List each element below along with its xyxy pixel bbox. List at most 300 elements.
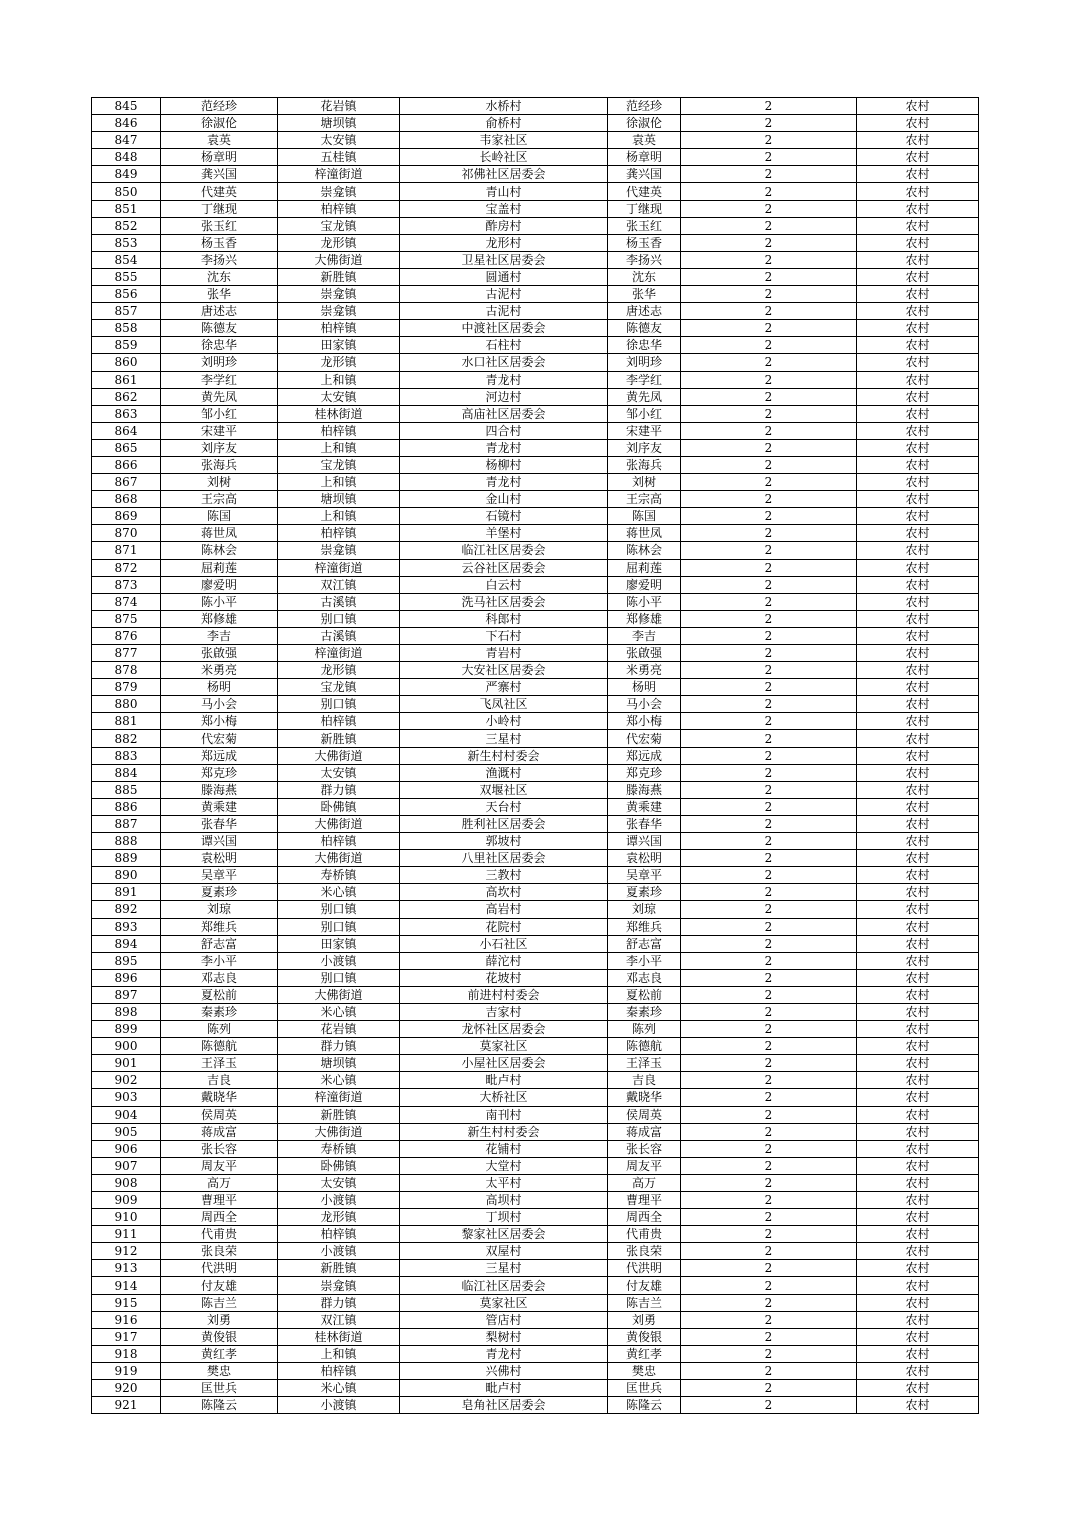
category-cell: 农村 bbox=[857, 1380, 979, 1397]
count-cell: 2 bbox=[681, 98, 857, 115]
table-row bbox=[92, 115, 979, 132]
representative-cell: 刘树 bbox=[608, 474, 681, 491]
serial-number-cell: 909 bbox=[92, 1192, 161, 1209]
serial-number-cell: 917 bbox=[92, 1328, 161, 1345]
serial-number-cell: 864 bbox=[92, 422, 161, 439]
serial-number-cell: 902 bbox=[92, 1072, 161, 1089]
table-row bbox=[92, 251, 979, 268]
serial-number-cell: 873 bbox=[92, 576, 161, 593]
category-cell: 农村 bbox=[857, 132, 979, 149]
village-cell: 丁坝村 bbox=[400, 1209, 608, 1226]
town-cell: 宝龙镇 bbox=[278, 679, 400, 696]
representative-cell: 张啟强 bbox=[608, 645, 681, 662]
table-row bbox=[92, 781, 979, 798]
village-cell: 吉家村 bbox=[400, 1003, 608, 1020]
table-row bbox=[92, 764, 979, 781]
village-cell: 双屋村 bbox=[400, 1243, 608, 1260]
name-cell: 付友雄 bbox=[161, 1277, 278, 1294]
table-row bbox=[92, 1277, 979, 1294]
count-cell: 2 bbox=[681, 952, 857, 969]
name-cell: 陈德友 bbox=[161, 320, 278, 337]
count-cell: 2 bbox=[681, 610, 857, 627]
serial-number-cell: 846 bbox=[92, 115, 161, 132]
town-cell: 龙形镇 bbox=[278, 1209, 400, 1226]
name-cell: 李学红 bbox=[161, 371, 278, 388]
town-cell: 小渡镇 bbox=[278, 1397, 400, 1414]
town-cell: 柏梓镇 bbox=[278, 1362, 400, 1379]
town-cell: 群力镇 bbox=[278, 1294, 400, 1311]
town-cell: 龙形镇 bbox=[278, 662, 400, 679]
count-cell: 2 bbox=[681, 217, 857, 234]
village-cell: 白云村 bbox=[400, 576, 608, 593]
count-cell: 2 bbox=[681, 1277, 857, 1294]
name-cell: 袁英 bbox=[161, 132, 278, 149]
category-cell: 农村 bbox=[857, 405, 979, 422]
name-cell: 徐淑伦 bbox=[161, 115, 278, 132]
count-cell: 2 bbox=[681, 696, 857, 713]
count-cell: 2 bbox=[681, 1397, 857, 1414]
category-cell: 农村 bbox=[857, 388, 979, 405]
representative-cell: 匡世兵 bbox=[608, 1380, 681, 1397]
count-cell: 2 bbox=[681, 1294, 857, 1311]
name-cell: 陈德航 bbox=[161, 1038, 278, 1055]
serial-number-cell: 855 bbox=[92, 268, 161, 285]
table-row bbox=[92, 371, 979, 388]
village-cell: 青岩村 bbox=[400, 645, 608, 662]
category-cell: 农村 bbox=[857, 1157, 979, 1174]
count-cell: 2 bbox=[681, 1380, 857, 1397]
town-cell: 柏梓镇 bbox=[278, 422, 400, 439]
town-cell: 宝龙镇 bbox=[278, 456, 400, 473]
village-cell: 兴佛村 bbox=[400, 1362, 608, 1379]
category-cell: 农村 bbox=[857, 747, 979, 764]
town-cell: 大佛街道 bbox=[278, 815, 400, 832]
table-row bbox=[92, 1311, 979, 1328]
name-cell: 徐忠华 bbox=[161, 337, 278, 354]
count-cell: 2 bbox=[681, 474, 857, 491]
representative-cell: 陈国 bbox=[608, 508, 681, 525]
count-cell: 2 bbox=[681, 200, 857, 217]
serial-number-cell: 879 bbox=[92, 679, 161, 696]
category-cell: 农村 bbox=[857, 1277, 979, 1294]
table-row bbox=[92, 1072, 979, 1089]
category-cell: 农村 bbox=[857, 354, 979, 371]
village-cell: 石镜村 bbox=[400, 508, 608, 525]
representative-cell: 李吉 bbox=[608, 627, 681, 644]
town-cell: 崇龛镇 bbox=[278, 303, 400, 320]
serial-number-cell: 881 bbox=[92, 713, 161, 730]
village-cell: 中渡社区居委会 bbox=[400, 320, 608, 337]
table-row bbox=[92, 405, 979, 422]
table-row bbox=[92, 1003, 979, 1020]
village-cell: 莫家社区 bbox=[400, 1038, 608, 1055]
representative-cell: 唐述志 bbox=[608, 303, 681, 320]
name-cell: 高万 bbox=[161, 1174, 278, 1191]
town-cell: 新胜镇 bbox=[278, 730, 400, 747]
category-cell: 农村 bbox=[857, 679, 979, 696]
village-cell: 水口社区居委会 bbox=[400, 354, 608, 371]
village-cell: 小屋社区居委会 bbox=[400, 1055, 608, 1072]
category-cell: 农村 bbox=[857, 320, 979, 337]
town-cell: 塘坝镇 bbox=[278, 115, 400, 132]
category-cell: 农村 bbox=[857, 986, 979, 1003]
table-row bbox=[92, 286, 979, 303]
table-row bbox=[92, 986, 979, 1003]
table-row bbox=[92, 662, 979, 679]
name-cell: 滕海燕 bbox=[161, 781, 278, 798]
serial-number-cell: 854 bbox=[92, 251, 161, 268]
representative-cell: 郑修雄 bbox=[608, 610, 681, 627]
name-cell: 张华 bbox=[161, 286, 278, 303]
serial-number-cell: 870 bbox=[92, 525, 161, 542]
representative-cell: 邓志良 bbox=[608, 969, 681, 986]
table-row bbox=[92, 422, 979, 439]
village-cell: 小石社区 bbox=[400, 935, 608, 952]
serial-number-cell: 871 bbox=[92, 542, 161, 559]
name-cell: 陈隆云 bbox=[161, 1397, 278, 1414]
count-cell: 2 bbox=[681, 1072, 857, 1089]
town-cell: 柏梓镇 bbox=[278, 200, 400, 217]
representative-cell: 谭兴国 bbox=[608, 833, 681, 850]
name-cell: 樊忠 bbox=[161, 1362, 278, 1379]
serial-number-cell: 878 bbox=[92, 662, 161, 679]
category-cell: 农村 bbox=[857, 234, 979, 251]
town-cell: 太安镇 bbox=[278, 1174, 400, 1191]
category-cell: 农村 bbox=[857, 286, 979, 303]
count-cell: 2 bbox=[681, 405, 857, 422]
serial-number-cell: 897 bbox=[92, 986, 161, 1003]
table-row bbox=[92, 149, 979, 166]
category-cell: 农村 bbox=[857, 696, 979, 713]
town-cell: 大佛街道 bbox=[278, 1123, 400, 1140]
town-cell: 柏梓镇 bbox=[278, 320, 400, 337]
table-row bbox=[92, 918, 979, 935]
representative-cell: 蒋成富 bbox=[608, 1123, 681, 1140]
category-cell: 农村 bbox=[857, 149, 979, 166]
representative-cell: 郑远成 bbox=[608, 747, 681, 764]
representative-cell: 陈吉兰 bbox=[608, 1294, 681, 1311]
representative-cell: 刘琼 bbox=[608, 901, 681, 918]
count-cell: 2 bbox=[681, 969, 857, 986]
town-cell: 田家镇 bbox=[278, 935, 400, 952]
count-cell: 2 bbox=[681, 491, 857, 508]
representative-cell: 袁松明 bbox=[608, 850, 681, 867]
table-row bbox=[92, 1123, 979, 1140]
village-cell: 青龙村 bbox=[400, 371, 608, 388]
village-cell: 云谷社区居委会 bbox=[400, 559, 608, 576]
category-cell: 农村 bbox=[857, 764, 979, 781]
count-cell: 2 bbox=[681, 986, 857, 1003]
count-cell: 2 bbox=[681, 1174, 857, 1191]
table-row bbox=[92, 901, 979, 918]
town-cell: 大佛街道 bbox=[278, 986, 400, 1003]
table-row bbox=[92, 1089, 979, 1106]
category-cell: 农村 bbox=[857, 1209, 979, 1226]
table-row bbox=[92, 576, 979, 593]
count-cell: 2 bbox=[681, 713, 857, 730]
town-cell: 群力镇 bbox=[278, 781, 400, 798]
table-row bbox=[92, 833, 979, 850]
category-cell: 农村 bbox=[857, 1003, 979, 1020]
serial-number-cell: 914 bbox=[92, 1277, 161, 1294]
table-row bbox=[92, 388, 979, 405]
town-cell: 新胜镇 bbox=[278, 1106, 400, 1123]
village-cell: 青山村 bbox=[400, 183, 608, 200]
count-cell: 2 bbox=[681, 388, 857, 405]
representative-cell: 米勇亮 bbox=[608, 662, 681, 679]
name-cell: 蒋世凤 bbox=[161, 525, 278, 542]
category-cell: 农村 bbox=[857, 1397, 979, 1414]
name-cell: 匡世兵 bbox=[161, 1380, 278, 1397]
table-row bbox=[92, 679, 979, 696]
table-row bbox=[92, 1397, 979, 1414]
village-cell: 三教村 bbox=[400, 867, 608, 884]
category-cell: 农村 bbox=[857, 422, 979, 439]
category-cell: 农村 bbox=[857, 200, 979, 217]
serial-number-cell: 868 bbox=[92, 491, 161, 508]
table-row bbox=[92, 1021, 979, 1038]
serial-number-cell: 916 bbox=[92, 1311, 161, 1328]
serial-number-cell: 889 bbox=[92, 850, 161, 867]
category-cell: 农村 bbox=[857, 610, 979, 627]
serial-number-cell: 905 bbox=[92, 1123, 161, 1140]
representative-cell: 付友雄 bbox=[608, 1277, 681, 1294]
representative-cell: 马小会 bbox=[608, 696, 681, 713]
town-cell: 太安镇 bbox=[278, 764, 400, 781]
serial-number-cell: 886 bbox=[92, 798, 161, 815]
name-cell: 黄红孝 bbox=[161, 1345, 278, 1362]
name-cell: 宋建平 bbox=[161, 422, 278, 439]
serial-number-cell: 890 bbox=[92, 867, 161, 884]
village-cell: 皂角社区居委会 bbox=[400, 1397, 608, 1414]
town-cell: 柏梓镇 bbox=[278, 713, 400, 730]
table-row bbox=[92, 183, 979, 200]
village-cell: 洗马社区居委会 bbox=[400, 593, 608, 610]
village-cell: 毗卢村 bbox=[400, 1072, 608, 1089]
count-cell: 2 bbox=[681, 764, 857, 781]
name-cell: 曹理平 bbox=[161, 1192, 278, 1209]
serial-number-cell: 862 bbox=[92, 388, 161, 405]
representative-cell: 陈德友 bbox=[608, 320, 681, 337]
name-cell: 郑修雄 bbox=[161, 610, 278, 627]
serial-number-cell: 907 bbox=[92, 1157, 161, 1174]
name-cell: 张玉红 bbox=[161, 217, 278, 234]
serial-number-cell: 895 bbox=[92, 952, 161, 969]
representative-cell: 代建英 bbox=[608, 183, 681, 200]
village-cell: 古泥村 bbox=[400, 303, 608, 320]
town-cell: 别口镇 bbox=[278, 696, 400, 713]
count-cell: 2 bbox=[681, 439, 857, 456]
category-cell: 农村 bbox=[857, 1021, 979, 1038]
count-cell: 2 bbox=[681, 1003, 857, 1020]
table-row bbox=[92, 1055, 979, 1072]
serial-number-cell: 887 bbox=[92, 815, 161, 832]
representative-cell: 黄红孝 bbox=[608, 1345, 681, 1362]
serial-number-cell: 847 bbox=[92, 132, 161, 149]
table-row bbox=[92, 610, 979, 627]
village-cell: 梨树村 bbox=[400, 1328, 608, 1345]
count-cell: 2 bbox=[681, 559, 857, 576]
village-cell: 金山村 bbox=[400, 491, 608, 508]
village-cell: 卫星社区居委会 bbox=[400, 251, 608, 268]
representative-cell: 周西全 bbox=[608, 1209, 681, 1226]
count-cell: 2 bbox=[681, 867, 857, 884]
name-cell: 蒋成富 bbox=[161, 1123, 278, 1140]
town-cell: 崇龛镇 bbox=[278, 183, 400, 200]
representative-cell: 陈德航 bbox=[608, 1038, 681, 1055]
table-row bbox=[92, 1106, 979, 1123]
name-cell: 丁继现 bbox=[161, 200, 278, 217]
count-cell: 2 bbox=[681, 354, 857, 371]
town-cell: 梓潼街道 bbox=[278, 559, 400, 576]
town-cell: 太安镇 bbox=[278, 388, 400, 405]
representative-cell: 张玉红 bbox=[608, 217, 681, 234]
name-cell: 陈国 bbox=[161, 508, 278, 525]
representative-cell: 陈列 bbox=[608, 1021, 681, 1038]
count-cell: 2 bbox=[681, 132, 857, 149]
count-cell: 2 bbox=[681, 781, 857, 798]
town-cell: 柏梓镇 bbox=[278, 1226, 400, 1243]
table-row bbox=[92, 627, 979, 644]
table-row bbox=[92, 268, 979, 285]
town-cell: 米心镇 bbox=[278, 1072, 400, 1089]
representative-cell: 舒志富 bbox=[608, 935, 681, 952]
count-cell: 2 bbox=[681, 679, 857, 696]
serial-number-cell: 865 bbox=[92, 439, 161, 456]
representative-cell: 曹理平 bbox=[608, 1192, 681, 1209]
table-row bbox=[92, 491, 979, 508]
name-cell: 王泽玉 bbox=[161, 1055, 278, 1072]
town-cell: 双江镇 bbox=[278, 576, 400, 593]
representative-cell: 郑小梅 bbox=[608, 713, 681, 730]
category-cell: 农村 bbox=[857, 1055, 979, 1072]
name-cell: 舒志富 bbox=[161, 935, 278, 952]
village-cell: 祁佛社区居委会 bbox=[400, 166, 608, 183]
count-cell: 2 bbox=[681, 251, 857, 268]
representative-cell: 陈隆云 bbox=[608, 1397, 681, 1414]
village-cell: 石柱村 bbox=[400, 337, 608, 354]
serial-number-cell: 919 bbox=[92, 1362, 161, 1379]
village-cell: 大桥社区 bbox=[400, 1089, 608, 1106]
serial-number-cell: 874 bbox=[92, 593, 161, 610]
village-cell: 长岭社区 bbox=[400, 149, 608, 166]
village-cell: 四合村 bbox=[400, 422, 608, 439]
count-cell: 2 bbox=[681, 234, 857, 251]
town-cell: 宝龙镇 bbox=[278, 217, 400, 234]
table-row bbox=[92, 1140, 979, 1157]
count-cell: 2 bbox=[681, 1328, 857, 1345]
name-cell: 夏素珍 bbox=[161, 884, 278, 901]
serial-number-cell: 894 bbox=[92, 935, 161, 952]
count-cell: 2 bbox=[681, 798, 857, 815]
count-cell: 2 bbox=[681, 286, 857, 303]
village-cell: 新生村村委会 bbox=[400, 1123, 608, 1140]
table-row bbox=[92, 696, 979, 713]
name-cell: 周友平 bbox=[161, 1157, 278, 1174]
table-row bbox=[92, 645, 979, 662]
representative-cell: 杨玉香 bbox=[608, 234, 681, 251]
category-cell: 农村 bbox=[857, 491, 979, 508]
village-cell: 前进村村委会 bbox=[400, 986, 608, 1003]
serial-number-cell: 845 bbox=[92, 98, 161, 115]
name-cell: 刘树 bbox=[161, 474, 278, 491]
category-cell: 农村 bbox=[857, 439, 979, 456]
village-cell: 龙怀社区居委会 bbox=[400, 1021, 608, 1038]
category-cell: 农村 bbox=[857, 1294, 979, 1311]
table-row bbox=[92, 166, 979, 183]
count-cell: 2 bbox=[681, 422, 857, 439]
town-cell: 别口镇 bbox=[278, 969, 400, 986]
table-row bbox=[92, 1226, 979, 1243]
village-cell: 严寨村 bbox=[400, 679, 608, 696]
name-cell: 谭兴国 bbox=[161, 833, 278, 850]
town-cell: 柏梓镇 bbox=[278, 525, 400, 542]
village-cell: 圆通村 bbox=[400, 268, 608, 285]
count-cell: 2 bbox=[681, 1260, 857, 1277]
representative-cell: 吉良 bbox=[608, 1072, 681, 1089]
village-cell: 宝盖村 bbox=[400, 200, 608, 217]
count-cell: 2 bbox=[681, 1089, 857, 1106]
table-row bbox=[92, 98, 979, 115]
name-cell: 张良荣 bbox=[161, 1243, 278, 1260]
count-cell: 2 bbox=[681, 627, 857, 644]
representative-cell: 邹小红 bbox=[608, 405, 681, 422]
serial-number-cell: 911 bbox=[92, 1226, 161, 1243]
table-row bbox=[92, 730, 979, 747]
count-cell: 2 bbox=[681, 935, 857, 952]
village-cell: 高庙社区居委会 bbox=[400, 405, 608, 422]
name-cell: 杨玉香 bbox=[161, 234, 278, 251]
representative-cell: 李扬兴 bbox=[608, 251, 681, 268]
village-cell: 大安社区居委会 bbox=[400, 662, 608, 679]
count-cell: 2 bbox=[681, 268, 857, 285]
town-cell: 寿桥镇 bbox=[278, 867, 400, 884]
serial-number-cell: 906 bbox=[92, 1140, 161, 1157]
name-cell: 米勇亮 bbox=[161, 662, 278, 679]
serial-number-cell: 877 bbox=[92, 645, 161, 662]
village-cell: 科郎村 bbox=[400, 610, 608, 627]
table-row bbox=[92, 935, 979, 952]
village-cell: 飞凤社区 bbox=[400, 696, 608, 713]
name-cell: 周西全 bbox=[161, 1209, 278, 1226]
serial-number-cell: 898 bbox=[92, 1003, 161, 1020]
town-cell: 别口镇 bbox=[278, 901, 400, 918]
town-cell: 古溪镇 bbox=[278, 627, 400, 644]
count-cell: 2 bbox=[681, 542, 857, 559]
town-cell: 塘坝镇 bbox=[278, 1055, 400, 1072]
town-cell: 崇龛镇 bbox=[278, 1277, 400, 1294]
category-cell: 农村 bbox=[857, 371, 979, 388]
table-row bbox=[92, 798, 979, 815]
category-cell: 农村 bbox=[857, 730, 979, 747]
table-row bbox=[92, 200, 979, 217]
village-cell: 南刊村 bbox=[400, 1106, 608, 1123]
town-cell: 新胜镇 bbox=[278, 1260, 400, 1277]
serial-number-cell: 900 bbox=[92, 1038, 161, 1055]
category-cell: 农村 bbox=[857, 627, 979, 644]
count-cell: 2 bbox=[681, 1226, 857, 1243]
table-row bbox=[92, 593, 979, 610]
count-cell: 2 bbox=[681, 1021, 857, 1038]
name-cell: 张啟强 bbox=[161, 645, 278, 662]
count-cell: 2 bbox=[681, 1243, 857, 1260]
count-cell: 2 bbox=[681, 1140, 857, 1157]
village-cell: 水桥村 bbox=[400, 98, 608, 115]
table-row bbox=[92, 234, 979, 251]
count-cell: 2 bbox=[681, 525, 857, 542]
town-cell: 米心镇 bbox=[278, 884, 400, 901]
count-cell: 2 bbox=[681, 884, 857, 901]
